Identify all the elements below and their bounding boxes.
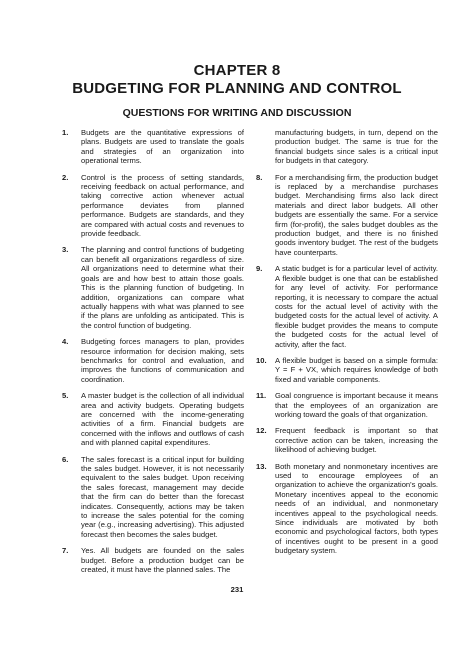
question-text: The sales forecast is a critical input for building the sales budget. However, it is not necessarily equivalent to the sales budget. Upon receiving the sales forecast, management may decide that the firm can do better than the forecast indicates. Consequently, actions may be taken to increase the sales potential for the coming year (e.g., increasing advertising). This adjusted forecast then becomes the sales budget. xyxy=(81,454,244,539)
question-number: 12. xyxy=(256,426,267,436)
question-text: Yes. All budgets are founded on the sales budget. Before a production budget can be created, it must have the planned sales. The xyxy=(81,546,244,575)
question-number: 11. xyxy=(256,391,267,401)
question-text: A master budget is the collection of all individual area and activity budgets. Operating budgets are concerned with the income-generating activities of a firm. Financial budgets are concerned with the inflows and outflows of cash and with planned capital expenditures. xyxy=(81,391,244,448)
question-number: 1. xyxy=(62,128,69,137)
question-item-13 xyxy=(256,462,438,556)
question-item-3 xyxy=(62,245,244,330)
section-heading: QUESTIONS FOR WRITING AND DISCUSSION xyxy=(122,107,352,119)
question-text: A static budget is for a particular level of activity. A flexible budget is one that can be established for any level of activity. For performance reporting, it is necessary to compare the actual costs for the actual level of activity with the budgeted costs for the actual level of activity. A flexible budget provides the means to compute the budgeted costs for the actual level of activity, after the fact. xyxy=(275,264,438,349)
question-number: 9. xyxy=(256,264,263,274)
question-item-10 xyxy=(256,356,438,384)
chapter-title: BUDGETING FOR PLANNING AND CONTROL xyxy=(72,80,402,97)
question-text: Budgeting forces managers to plan, provides resource information for decision making, sets benchmarks for control and evaluation, and improves the functions of communication and coordination. xyxy=(81,337,244,384)
question-text: Goal congruence is important because it means that the employees of an organization are working toward the goals of that organization. xyxy=(275,391,438,419)
question-number: 7. xyxy=(62,546,69,556)
question-item-2 xyxy=(62,173,244,239)
question-number: 4. xyxy=(62,337,69,347)
page-number: 231 xyxy=(230,585,244,594)
question-number: 10. xyxy=(256,355,267,365)
continued-text: manufacturing budgets, in turn, depend on the production budget. The same is true for the financial budgets since sales is a critical input for budgets in that category. xyxy=(275,128,438,166)
question-item-7 xyxy=(62,546,244,574)
question-item-9 xyxy=(256,264,438,349)
question-item-6 xyxy=(62,455,244,540)
question-item-1 xyxy=(62,128,244,166)
question-text: Frequent feedback is important so that corrective action can be taken, increasing the likelihood of achieving budget. xyxy=(275,426,438,455)
left-column xyxy=(62,128,244,581)
question-item-4 xyxy=(62,337,244,384)
question-item-11 xyxy=(256,391,438,419)
right-column xyxy=(256,128,438,563)
question-number: 13. xyxy=(256,461,267,471)
question-number: 2. xyxy=(62,172,69,182)
question-text: Budgets are the quantitative expressions of plans. Budgets are used to translate the goals and strategies of an organization into operational terms. xyxy=(81,128,244,166)
question-number: 3. xyxy=(62,245,69,255)
question-text: For a merchandising firm, the production budget is replaced by a merchandise purchases budget. Merchandising firms also lack direct materials and direct labor budgets. All other budgets are essentially the same. For a service firm (for-profit), the sales budget doubles as the production budget, and there is no finished goods inventory budget. The rest of the budgets have counterparts. xyxy=(275,172,438,257)
question-item-5 xyxy=(62,391,244,447)
question-number: 8. xyxy=(256,172,263,182)
question-text: Control is the process of setting standards, receiving feedback on actual performance, and taking corrective action whenever actual performance deviates from planned performance. Budgets are standards, and they are compared with actual costs and revenues to provide feedback. xyxy=(81,172,244,239)
question-number: 5. xyxy=(62,391,69,401)
question-item-8 xyxy=(256,173,438,258)
question-text: The planning and control functions of budgeting can benefit all organizations regardless of size. All organizations need to determine what their goals are and how best to attain those goals. This is the planning function of budgeting. In addition, organizations can compare what actually happens with what was planned to see if the plans are unfolding as anticipated. This is the control function of budgeting. xyxy=(81,245,244,330)
question-text: A flexible budget is based on a simple formula: Y = F + VX, which requires knowledge of both fixed and variable components. xyxy=(275,355,438,384)
chapter-heading: CHAPTER 8 xyxy=(193,62,281,79)
question-text: Both monetary and nonmonetary incentives are used to encourage employees of an organization to achieve the organization's goals. Monetary incentives appeal to the economic needs of an individual, and nonmonetary incentives appeal to the psychological needs. Since individuals are motivated by both economic and psychological factors, both types of incentives ought to be present in a good budgetary system. xyxy=(275,461,438,556)
question-number: 6. xyxy=(62,454,69,464)
question-item-12 xyxy=(256,426,438,454)
